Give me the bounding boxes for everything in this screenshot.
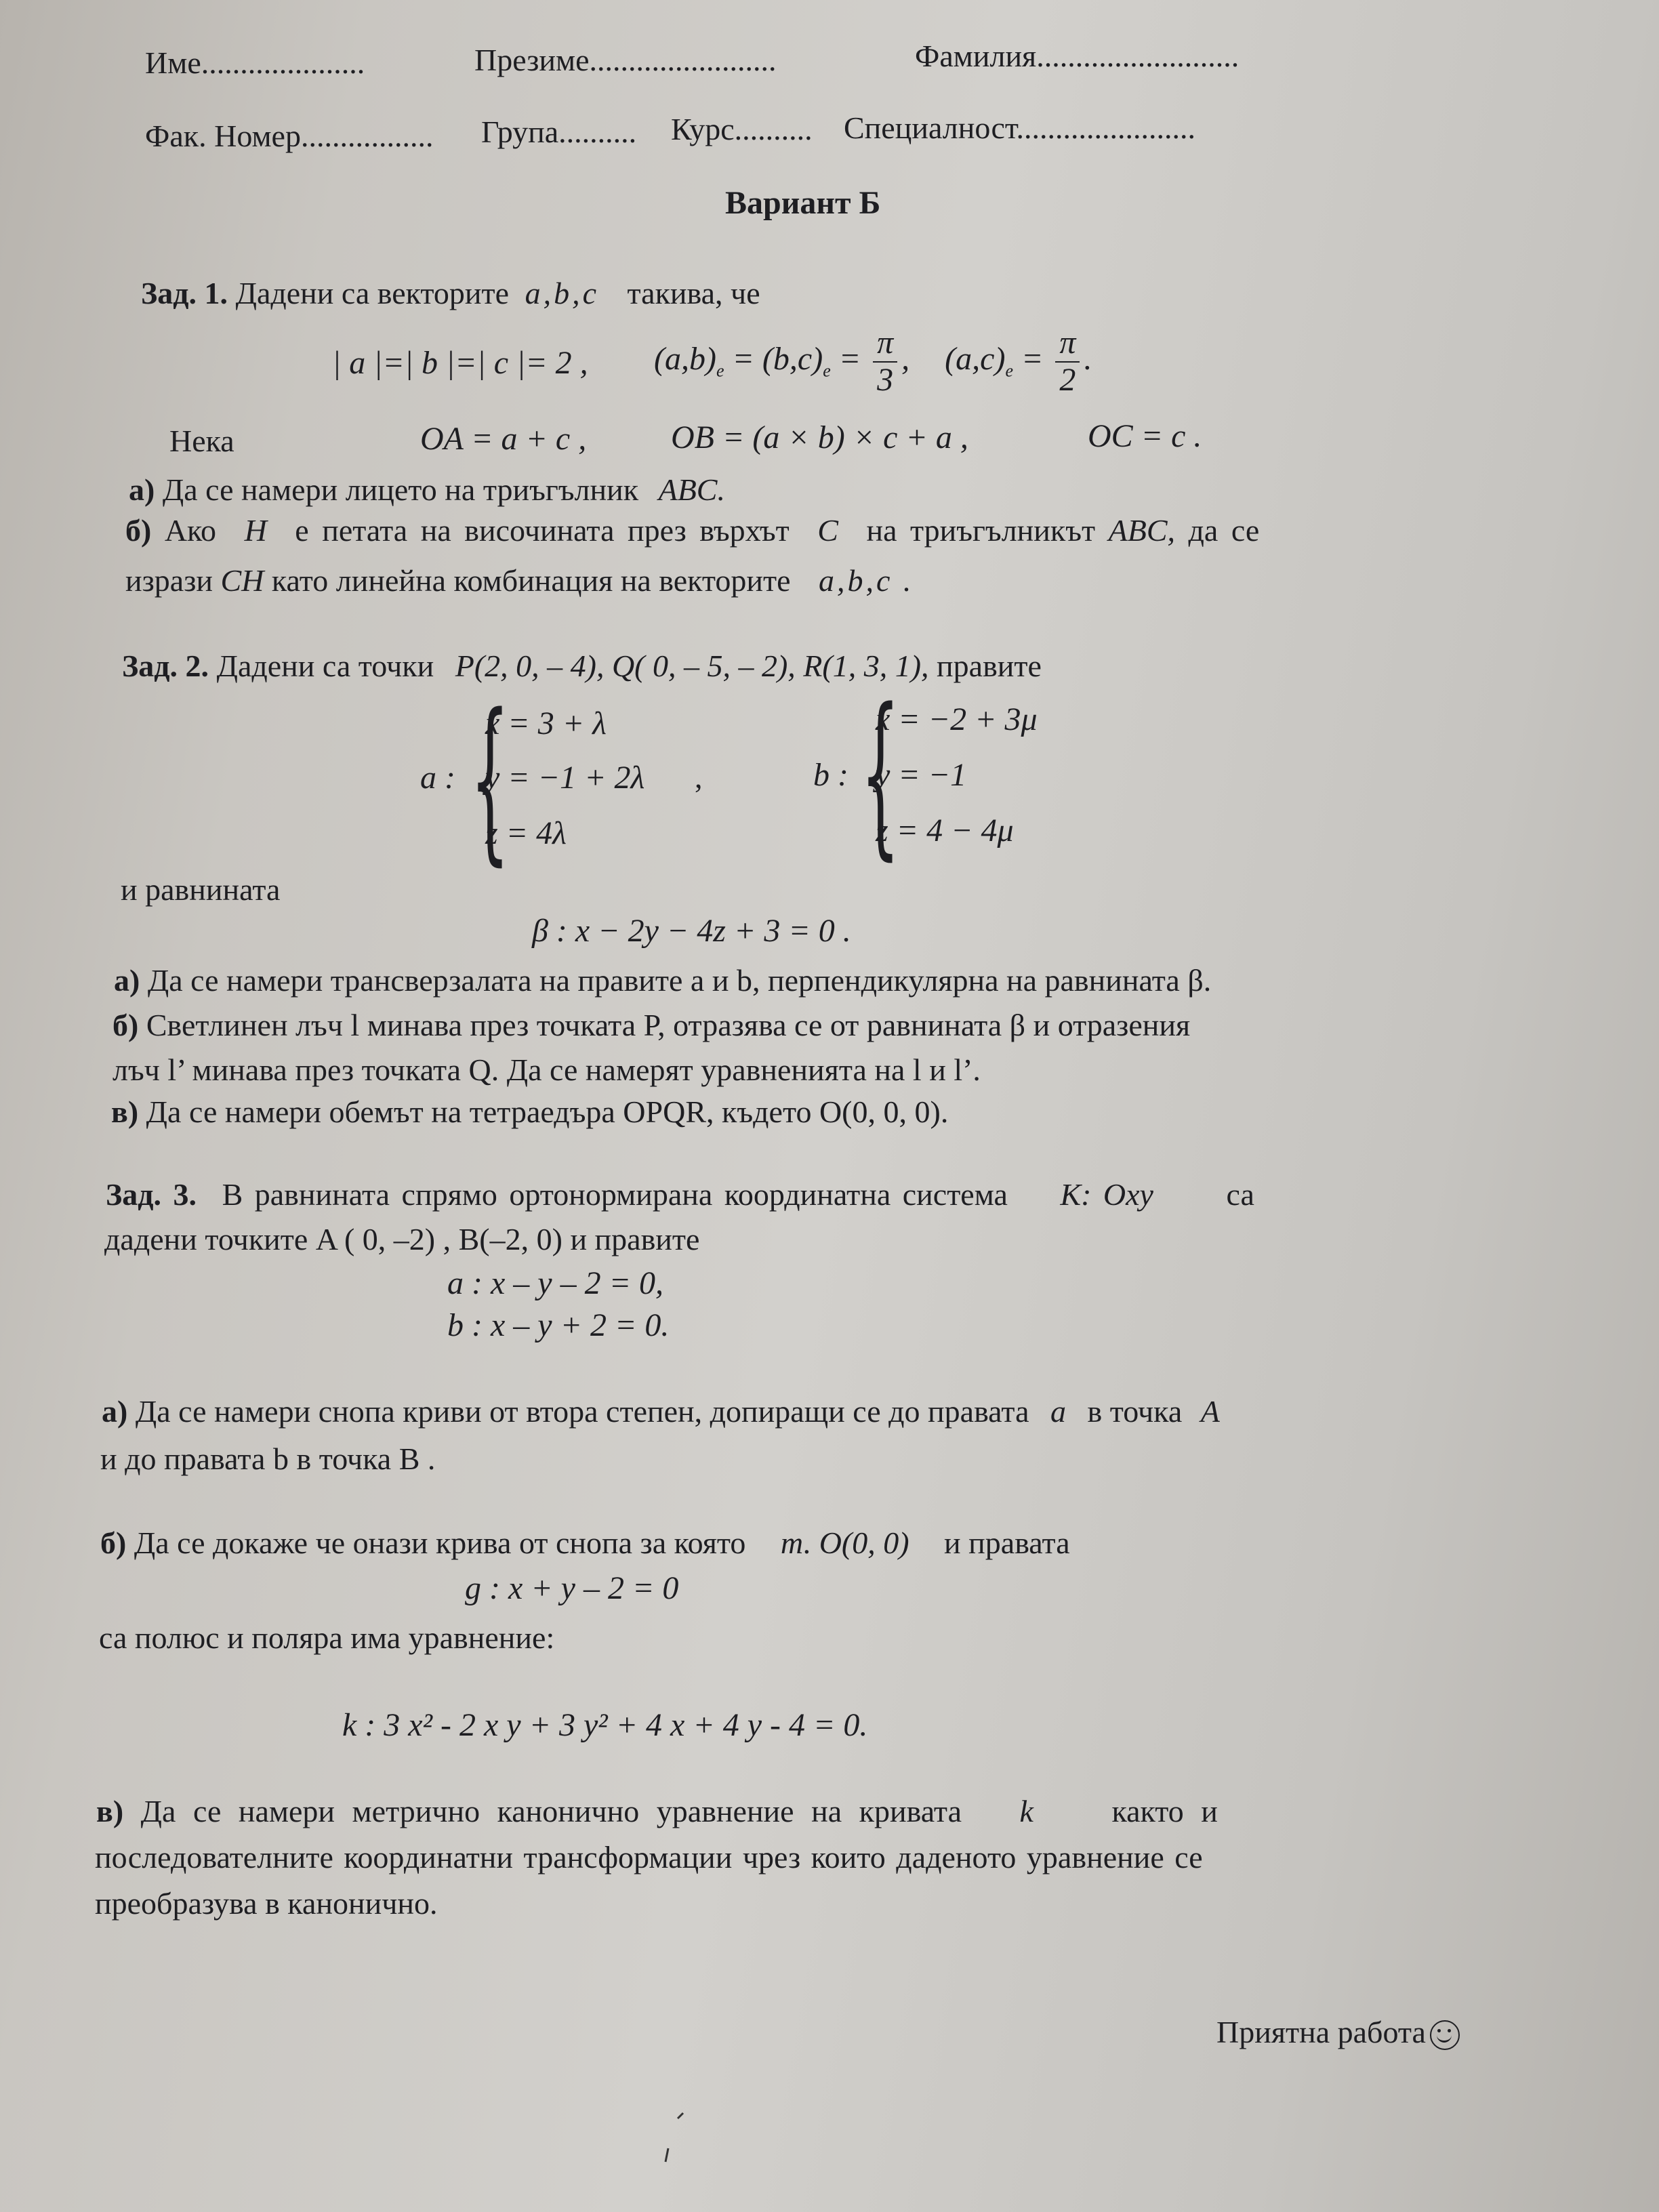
task2-intro-tail: правите: [937, 649, 1042, 683]
task3-part-a-mid: в точка: [1087, 1394, 1183, 1429]
task2-line-a-brace: {: [470, 677, 510, 882]
task3-line-b-equation: b : x – y + 2 = 0.: [447, 1307, 670, 1343]
specialty-field-label: Специалност.......................: [844, 110, 1196, 145]
task3-part-v-line1: [96, 1796, 1218, 1827]
task1-part-b-text4: да се: [1188, 513, 1260, 548]
task2-part-v-label: в): [111, 1094, 139, 1129]
task3-line1-tail: са: [1226, 1177, 1254, 1212]
task1-part-b-line2-vec: a,b,c .: [819, 563, 914, 598]
task2-plane-equation: β : x − 2y − 4z + 3 = 0 .: [532, 913, 851, 949]
task2-part-b-line1: [112, 1010, 1190, 1041]
task3-part-a-line2: и до правата b в точка B .: [100, 1441, 436, 1476]
task1-heading: Зад. 1.: [141, 276, 228, 310]
task3-part-a-text: Да се намери снопа криви от втора степен, допиращи се до правата: [135, 1394, 1029, 1429]
task3-line1-text: В равнината спрямо ортонормирана координатна система: [222, 1177, 1008, 1212]
smiley-icon: [1430, 2020, 1460, 2050]
task3-curve-k-equation: k : 3 x² - 2 x y + 3 y² + 4 x + 4 y - 4 = 0.: [342, 1707, 868, 1743]
task1-intro-tail: такива, че: [627, 276, 760, 310]
middle-name-field-label: Презиме........................: [474, 43, 777, 77]
task2-line-a-eq1: x = 3 + λ: [485, 705, 607, 741]
task3-part-b-line2: са полюс и поляра има уравнение:: [99, 1620, 555, 1655]
task3-line-g-equation: g : x + y – 2 = 0: [465, 1570, 679, 1606]
task2-line-a-eq2: y = −1 + 2λ: [485, 760, 645, 796]
task2-line-b-eq2: y = −1: [876, 757, 967, 793]
task2-part-b-text1: Светлинен лъч l минава през точката P, отразява се от равнината β и отразения: [146, 1008, 1191, 1042]
task1-ob-definition: OB = (a × b) × c + a ,: [671, 419, 968, 455]
group-field-label: Група..........: [481, 115, 637, 149]
task2-line-b-label: b :: [813, 757, 848, 793]
task3-part-a-line: a: [1050, 1394, 1066, 1429]
task3-part-v-line2: последователните координатни трансформации чрез които даденото уравнение се: [95, 1840, 1203, 1875]
task1-let-label: Нека: [169, 424, 234, 458]
task3-part-b-label: б): [100, 1525, 127, 1560]
task1-part-b-line1: [125, 515, 1259, 546]
task1-part-b-h: H: [244, 513, 267, 548]
closing-message: [1216, 2017, 1460, 2050]
task1-part-a: [129, 474, 725, 506]
task3-part-b-text: Да се докаже че онази крива от снопа за която: [134, 1525, 746, 1560]
task1-angle1-fraction: [873, 325, 897, 398]
task1-part-a-math: ABC.: [658, 472, 725, 507]
task3-part-v-line3: преобразува в канонично.: [95, 1886, 438, 1921]
pen-mark: [651, 2108, 691, 2169]
task2-part-v-text: Да се намери обемът на тетраедъра OPQR, където O(0, 0, 0).: [146, 1094, 949, 1129]
course-field-label: Курс..........: [671, 112, 813, 146]
task3-line2: дадени точките A ( 0, –2) , B(–2, 0) и правите: [104, 1222, 700, 1256]
task2-lines-comma: ,: [695, 760, 703, 794]
task1-part-b-text3: на триъгълникът: [866, 513, 1096, 548]
task2-points: P(2, 0, – 4), Q( 0, – 5, – 2), R(1, 3, 1),: [455, 649, 929, 683]
task2-plane-intro: и равнината: [121, 872, 281, 907]
task2-part-b-label: б): [112, 1008, 139, 1042]
task1-angle2-fraction: [1055, 325, 1080, 398]
task2-statement: [122, 651, 1042, 682]
task1-part-b-abc: ABC,: [1108, 513, 1176, 548]
task1-angle2-lhs: (a,c): [945, 340, 1006, 377]
task1-part-b-line2-mid: като линейна комбинация на векторите: [271, 563, 791, 598]
name-field-label: Име.....................: [145, 45, 365, 80]
task3-system: K: Oxy: [1060, 1177, 1153, 1212]
task1-part-a-label: а): [129, 472, 155, 507]
task1-intro: Дадени са векторите: [235, 276, 510, 310]
task2-part-b-line2: лъч l’ минава през точката Q. Да се намерят уравненията на l и l’.: [112, 1052, 981, 1087]
task1-angle-equation: $(a,b)_e = (b,c)_e$ = $\frac{\pi}{3}$ , $(a,c)_e$ = $\frac{\pi}{2}$ .: [654, 325, 1092, 398]
task2-line-a-eq3: z = 4λ: [485, 815, 567, 851]
variant-title: Вариант Б: [725, 185, 881, 221]
task1-part-b-ch: CH: [220, 563, 264, 598]
task1-oa-definition: OA = a + c ,: [420, 421, 587, 457]
task1-oc-definition: OC = c .: [1088, 418, 1202, 454]
task1-angle1-mid: = (b,c): [732, 340, 823, 377]
task3-part-v-tail: както и: [1111, 1794, 1218, 1828]
task1-part-b-line2: [125, 565, 914, 596]
task3-part-b-point: т. O(0, 0): [780, 1525, 909, 1560]
task3-part-v-text: Да се намери метрично канонично уравнение на кривата: [140, 1794, 962, 1828]
task1-part-b-c: C: [817, 513, 838, 548]
task2-line-b-eq1: x = −2 + 3μ: [876, 701, 1038, 737]
task1-angle2-den: 2: [1059, 361, 1076, 398]
task2-part-a-text: Да се намери трансверзалата на правите a и b, перпендикулярна на равнината β.: [147, 963, 1212, 998]
task1-norm-equation: | a |=| b |=| c |= 2 ,: [332, 345, 588, 381]
task2-part-a-label: а): [114, 963, 140, 998]
task2-line-a-label: a :: [420, 760, 455, 796]
task1-intro-vectors: a,b,c: [525, 276, 599, 310]
task3-part-b-line1: [100, 1525, 1070, 1560]
task3-part-b-tail: и правата: [944, 1525, 1070, 1560]
task2-heading: Зад. 2.: [122, 649, 209, 683]
task1-angle1-lhs: (a,b): [654, 340, 716, 377]
task1-part-b-text1: Ако: [164, 513, 217, 548]
task1-angle2-num: π: [1055, 325, 1080, 363]
task1-angle1-den: 3: [877, 361, 894, 398]
task3-part-a-line1: [102, 1396, 1220, 1427]
task3-part-v-label: в): [96, 1794, 124, 1828]
task2-line-b-brace: {: [861, 672, 900, 876]
task1-part-b-text2: е петата на височината през върхът: [295, 513, 790, 548]
task2-part-a: [114, 965, 1211, 996]
task3-part-v-k: k: [1019, 1794, 1033, 1828]
surname-field-label: Фамилия..........................: [915, 39, 1240, 73]
task3-part-a-point: A: [1200, 1394, 1220, 1429]
task3-heading: Зад. 3.: [106, 1177, 197, 1212]
task1-angle1-num: π: [873, 325, 897, 363]
closing-text: Приятна работа: [1216, 2015, 1426, 2049]
task2-line-b-eq3: z = 4 − 4μ: [876, 813, 1014, 848]
fac-number-field-label: Фак. Номер.................: [145, 119, 434, 153]
task3-part-a-label: а): [102, 1394, 128, 1429]
task1-statement: [141, 278, 760, 309]
task3-line1: [106, 1179, 1254, 1210]
task1-part-b-label: б): [125, 513, 152, 548]
task1-part-b-line2-pre: изрази: [125, 563, 213, 598]
task2-intro: Дадени са точки: [216, 649, 434, 683]
task3-line-a-equation: a : x – y – 2 = 0,: [447, 1265, 663, 1301]
task1-part-a-text: Да се намери лицето на триъгълник: [162, 472, 639, 507]
task2-part-v: [111, 1094, 949, 1129]
